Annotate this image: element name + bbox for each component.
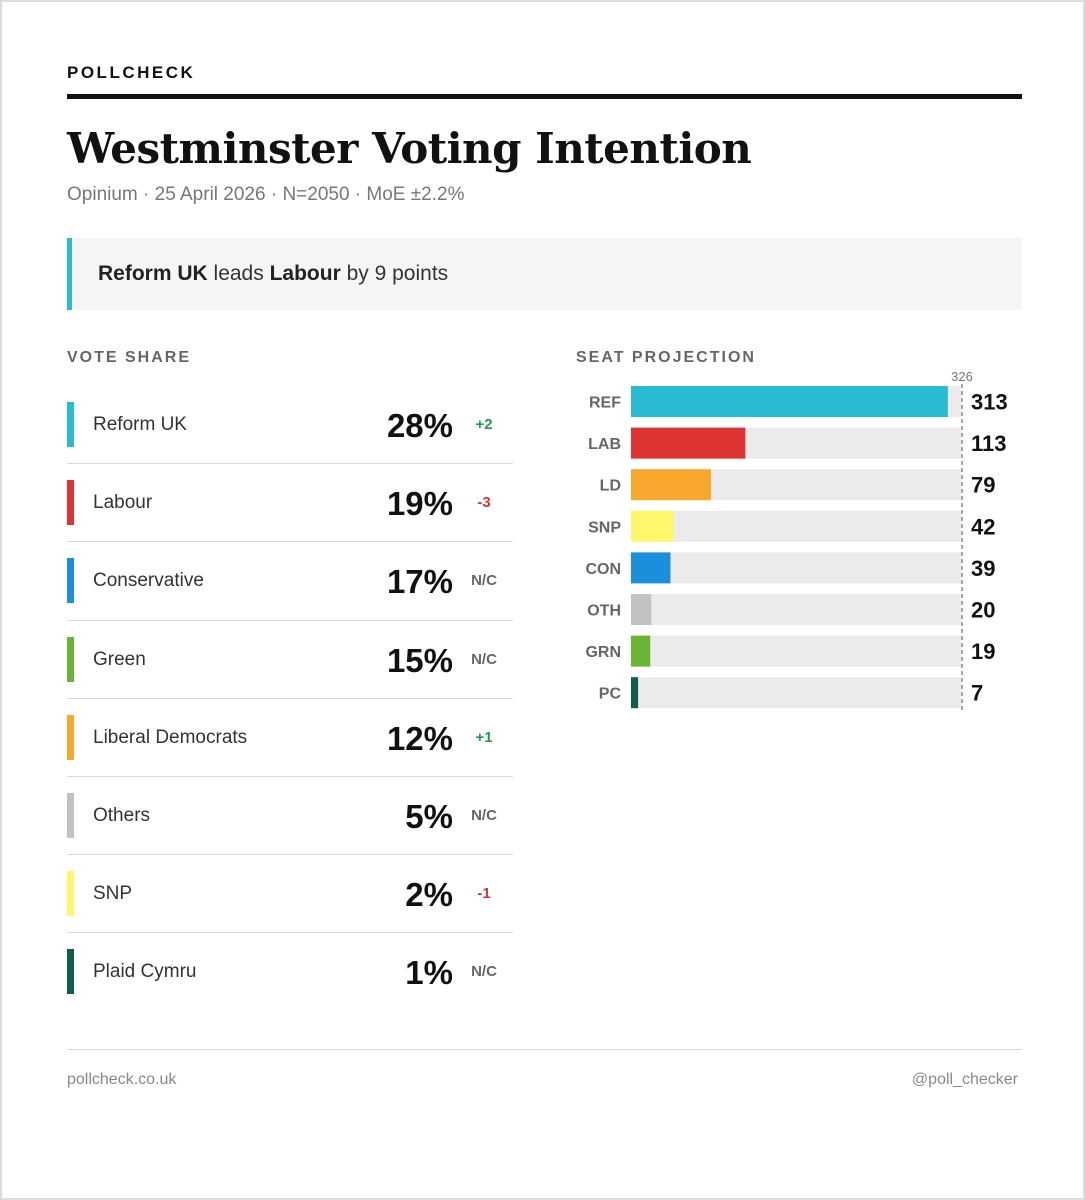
vote-change: -3 bbox=[477, 494, 491, 512]
seat-bar bbox=[631, 511, 674, 542]
seat-bar-track bbox=[631, 511, 961, 542]
seat-bar bbox=[631, 552, 670, 583]
vote-row bbox=[67, 933, 513, 1011]
vote-row bbox=[67, 621, 513, 699]
party-name: Conservative bbox=[93, 570, 204, 592]
vote-change: N/C bbox=[471, 572, 497, 590]
vote-percent: 19% bbox=[386, 485, 453, 523]
party-color-swatch bbox=[67, 402, 74, 447]
party-name: Plaid Cymru bbox=[93, 961, 197, 983]
vote-change: N/C bbox=[471, 650, 497, 668]
seat-bar bbox=[631, 677, 638, 708]
footer-site: pollcheck.co.uk bbox=[67, 1071, 177, 1088]
vote-percent: 2% bbox=[405, 876, 453, 914]
poll-meta: Opinium · 25 April 2026 · N=2050 · MoE ±2.2% bbox=[67, 184, 465, 205]
seat-bar bbox=[631, 386, 948, 417]
seat-bar-category-label: GRN bbox=[585, 644, 621, 662]
vote-change: +2 bbox=[475, 416, 493, 433]
footer-rule bbox=[67, 1049, 1022, 1050]
vote-change: +1 bbox=[475, 728, 493, 746]
party-color-swatch bbox=[67, 793, 74, 838]
vote-row bbox=[67, 464, 513, 542]
seat-bar-category-label: PC bbox=[598, 685, 621, 703]
vote-change: N/C bbox=[471, 806, 497, 824]
vote-percent: 5% bbox=[405, 797, 453, 835]
seat-bar-category-label: REF bbox=[589, 394, 621, 412]
seat-bar bbox=[631, 428, 745, 459]
party-color-swatch bbox=[67, 480, 74, 525]
seat-bar-category-label: SNP bbox=[588, 519, 621, 537]
callout-leader: Reform UK bbox=[98, 262, 208, 285]
party-color-swatch bbox=[67, 637, 74, 682]
seat-bar-value-label: 42 bbox=[971, 514, 996, 540]
callout-runner-up: Labour bbox=[269, 262, 341, 285]
vote-row bbox=[67, 855, 513, 933]
header-rule bbox=[67, 94, 1022, 99]
seat-bar-value-label: 20 bbox=[971, 597, 996, 623]
seat-projection-chart bbox=[576, 372, 1022, 717]
vote-row bbox=[67, 542, 513, 620]
vote-percent: 15% bbox=[386, 641, 453, 679]
seat-bar bbox=[631, 469, 711, 500]
seat-bar-value-label: 313 bbox=[971, 389, 1008, 415]
vote-share-list bbox=[67, 386, 513, 1012]
seat-bar-value-label: 79 bbox=[971, 472, 996, 498]
party-color-swatch bbox=[67, 558, 74, 603]
seat-bar bbox=[631, 594, 651, 625]
seat-bar-category-label: CON bbox=[585, 560, 621, 578]
party-name: Liberal Democrats bbox=[93, 726, 248, 748]
vote-row bbox=[67, 386, 513, 464]
party-name: Labour bbox=[93, 492, 153, 514]
party-color-swatch bbox=[67, 715, 74, 760]
vote-row bbox=[67, 699, 513, 777]
seat-bar-value-label: 39 bbox=[971, 555, 996, 581]
seat-bar-value-label: 113 bbox=[971, 431, 1007, 457]
seat-bar-track bbox=[631, 677, 961, 708]
seat-bar-track bbox=[631, 636, 961, 667]
vote-change: N/C bbox=[471, 963, 497, 981]
party-color-swatch bbox=[67, 949, 74, 994]
seat-bar-value-label: 19 bbox=[971, 639, 996, 665]
vote-percent: 17% bbox=[386, 563, 453, 601]
vote-percent: 28% bbox=[386, 407, 453, 444]
vote-percent: 12% bbox=[386, 719, 453, 757]
vote-change: -1 bbox=[477, 885, 491, 903]
seat-bar-category-label: LD bbox=[599, 477, 621, 495]
vote-row bbox=[67, 777, 513, 855]
seat-projection-label: SEAT PROJECTION bbox=[576, 349, 756, 366]
seat-bar-category-label: LAB bbox=[588, 436, 621, 454]
callout-margin: by 9 points bbox=[346, 262, 449, 285]
seat-bar-value-label: 7 bbox=[971, 680, 984, 706]
seat-bar bbox=[631, 636, 650, 667]
majority-line-label: 326 bbox=[951, 372, 973, 384]
party-name: Green bbox=[93, 648, 146, 670]
party-name: Others bbox=[93, 804, 151, 826]
brand-name: POLLCHECK bbox=[67, 63, 196, 82]
page-title: Westminster Voting Intention bbox=[67, 124, 752, 173]
seat-bar-category-label: OTH bbox=[587, 602, 621, 620]
party-name: Reform UK bbox=[93, 414, 187, 435]
callout-verb: leads bbox=[213, 262, 264, 285]
vote-share-label: VOTE SHARE bbox=[67, 349, 192, 366]
seat-bar-track bbox=[631, 594, 961, 625]
vote-percent: 1% bbox=[405, 954, 453, 992]
party-color-swatch bbox=[67, 871, 74, 916]
footer-handle: @poll_checker bbox=[911, 1071, 1018, 1088]
party-name: SNP bbox=[93, 883, 133, 905]
seat-bar-track bbox=[631, 552, 961, 583]
headline-callout bbox=[67, 238, 1022, 310]
